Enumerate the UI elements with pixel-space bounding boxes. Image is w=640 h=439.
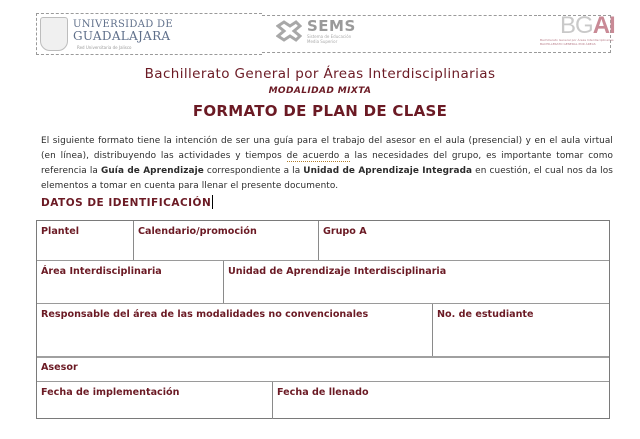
section-title-text: DATOS DE IDENTIFICACIÓN <box>41 197 212 209</box>
intro-text-2: las necesidades del grupo, es importante tomar como referencia la <box>41 151 613 176</box>
udg-logo-line3: Red Universitaria de Jalisco <box>77 45 132 50</box>
intro-text-1: El siguiente formato tiene la intención de ser una guía para el trabajo del asesor en el aula (presencial) y en el aula virtual (en línea), distribuyendo las actividades y tiempos <box>41 136 613 161</box>
document-subtitle: MODALIDAD MIXTA <box>268 86 372 96</box>
table-row <box>37 358 609 382</box>
bgai-logo-subtitle <box>540 39 630 46</box>
label-unidad: Unidad de Aprendizaje Interdisciplinaria <box>228 266 447 277</box>
label-asesor: Asesor <box>41 362 78 373</box>
cell-responsable[interactable] <box>37 304 433 356</box>
table-row <box>37 221 609 261</box>
cell-calendario[interactable] <box>134 221 319 260</box>
intro-bold-unidad: Unidad de Aprendizaje Integrada <box>303 166 473 176</box>
cell-grupo[interactable] <box>319 221 609 260</box>
sems-sub-line1: Sistema de Educación <box>307 34 352 39</box>
sems-logo-subtitle <box>307 34 351 44</box>
udg-logo <box>40 17 173 51</box>
grammar-flagged-text[interactable]: de acuerdo a <box>286 151 350 161</box>
identification-table <box>36 220 610 419</box>
intro-bold-guia: Guía de Aprendizaje <box>101 166 204 176</box>
udg-shield-icon <box>40 17 68 51</box>
cell-no-estudiante[interactable] <box>433 304 609 356</box>
label-grupo: Grupo A <box>323 226 367 237</box>
label-no-estudiante: No. de estudiante <box>437 309 534 320</box>
cell-fecha-implementacion[interactable] <box>37 382 273 419</box>
bgai-sub-line2: BACHILLERATO GENERAL POR ÁREAS <box>540 41 596 46</box>
label-calendario: Calendario/promoción <box>138 226 257 237</box>
bgai-logo-ai: AI <box>592 12 615 39</box>
table-row <box>37 261 609 304</box>
cell-unidad[interactable] <box>224 261 609 303</box>
intro-text-4: en cuestión, el cual nos da los elementos a tomar en cuenta para llenar el presente documento. <box>41 166 613 191</box>
intro-text-3: correspondiente a la <box>203 166 304 176</box>
cell-fecha-llenado[interactable] <box>273 382 609 419</box>
cell-plantel[interactable] <box>37 221 134 260</box>
sems-logo-title: SEMS <box>307 17 356 35</box>
cell-area[interactable] <box>37 261 224 303</box>
label-area: Área Interdisciplinaria <box>41 266 162 277</box>
label-responsable: Responsable del área de las modalidades no convencionales <box>41 309 369 320</box>
section-title[interactable] <box>41 195 213 209</box>
header-frame-middle <box>262 15 537 53</box>
document-title: Bachillerato General por Áreas Interdisciplinarias <box>144 66 496 82</box>
table-row <box>37 304 609 358</box>
bgai-logo-bg: BG <box>560 12 593 39</box>
sems-logo-icon <box>276 20 302 42</box>
udg-logo-line1: UNIVERSIDAD DE <box>73 19 173 30</box>
bgai-logo <box>560 12 615 40</box>
udg-logo-line2: GUADALAJARA <box>73 29 171 43</box>
bgai-sub-line1: Bachillerato General por Áreas Interdisciplinarias <box>540 38 614 42</box>
label-plantel: Plantel <box>41 226 80 237</box>
label-fecha-llenado: Fecha de llenado <box>277 387 369 398</box>
cell-asesor[interactable] <box>37 358 609 381</box>
intro-paragraph[interactable] <box>41 134 613 194</box>
sems-sub-line2: Media Superior <box>307 39 338 44</box>
label-fecha-implementacion: Fecha de implementación <box>41 387 180 398</box>
table-row <box>37 382 609 419</box>
text-cursor <box>212 195 213 209</box>
document-heading: FORMATO DE PLAN DE CLASE <box>192 102 448 120</box>
